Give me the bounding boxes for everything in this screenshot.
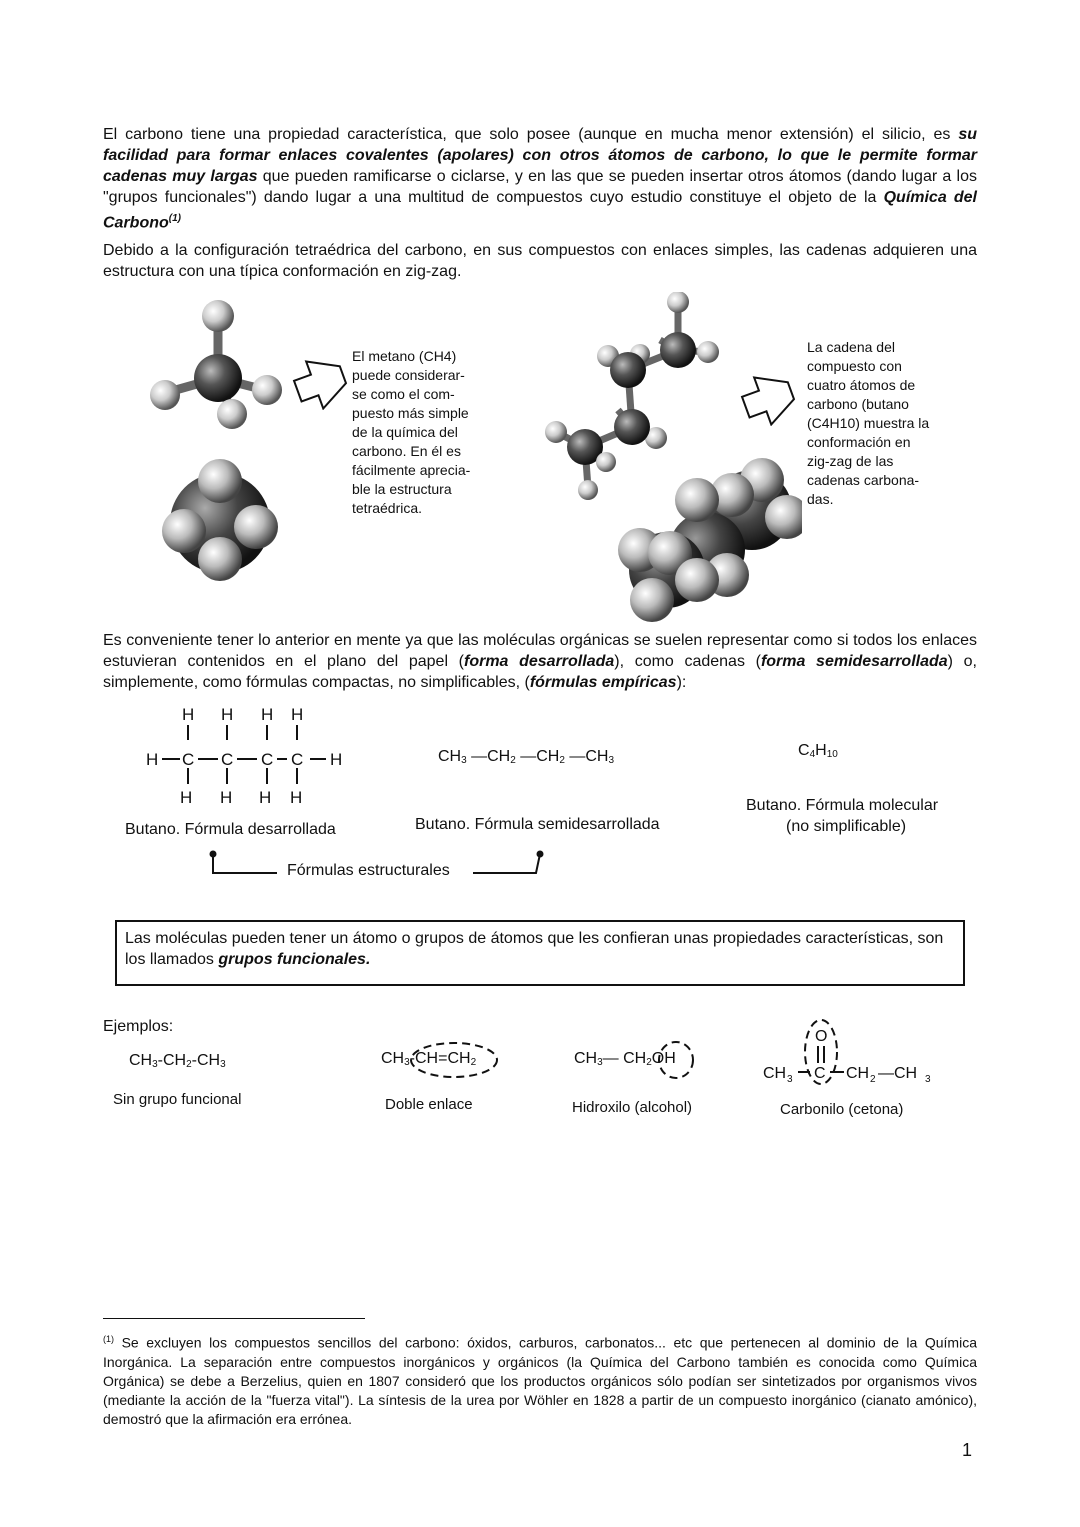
caption-line: ble la estructura [352, 481, 452, 497]
caption-line: carbono (butano [807, 396, 909, 412]
footnote-text: Se excluyen los compuestos sencillos del carbono: óxidos, carburos, carbonatos... etc que pertenecen al dominio de la Química Inorgánica. La separación entre compuestos inorgánicos y orgánicos (la Química del Carbono también es conocida como Química Orgánica) se debe a Berzelius, quien en 1807 consideró que los productos orgánicos sólo podían ser sintetizados por organismos vivos (mediante la acción de la "fuerza vital"). La síntesis de la urea por Wöhler en 1828 a partir de un compuesto inorgánico (cianato amónico), demostró que la afirmación era errónea. [103, 1334, 977, 1427]
svg-text:H: H [221, 705, 234, 724]
pointer-arrow-icon [740, 368, 796, 426]
caption-line: compuesto con [807, 358, 902, 374]
caption-line: fácilmente aprecia- [352, 462, 471, 478]
svg-text:H: H [259, 788, 272, 807]
examples-heading: Ejemplos: [103, 1018, 174, 1035]
svg-text:O: O [815, 1028, 828, 1045]
intro-paragraph-1 [103, 124, 977, 233]
footnote-mark: (1) [103, 1334, 114, 1344]
example-formula-alkane: $CH_3-CH_2-CH_3$ [129, 1052, 226, 1070]
caption-line: puede considerar- [352, 367, 465, 383]
rep-text-a: Es conveniente tener lo anterior en mente ya que las moléculas orgánicas se suelen representar como si todos los enlaces estuvieran contenidos en el plano del papel ( [103, 632, 977, 670]
svg-text:H: H [220, 788, 233, 807]
caption-line: puesto más simple [352, 405, 469, 421]
svg-text:H: H [146, 750, 159, 769]
caption-line: La cadena del [807, 339, 895, 355]
svg-text:H: H [330, 750, 343, 769]
methane-space-filling-image [158, 455, 283, 585]
page-number: 1 [962, 1440, 973, 1460]
caption-line: se como el com- [352, 386, 455, 402]
svg-text:C: C [814, 1065, 826, 1082]
butane-caption [807, 338, 929, 509]
intro-text-c: que pueden ramificarse o ciclarse, y en las que se pueden insertar otros átomos (dando lugar a los "grupos funcionales") dando lugar a una multitud de compuestos cuyo estudio constituye el objeto de la [103, 168, 977, 206]
caption-line: das. [807, 491, 834, 507]
intro-emphasis: su facilidad para formar enlaces covalentes (apolares) con otros átomos de carbono, lo que le permite formar cadenas muy largas [103, 126, 977, 185]
butane-molecular-formula: $C_4H_{10}$ [798, 742, 838, 760]
svg-text:—CH: —CH [878, 1065, 918, 1082]
svg-text:C: C [182, 750, 195, 769]
caption-line: cuatro átomos de [807, 377, 916, 393]
intro-quimica-carbono: Química del Carbono [103, 189, 978, 232]
example-formula-alcohol: $CH_3—$ $CH_2OH$ [574, 1050, 676, 1068]
methane-ball-stick-image [140, 298, 290, 438]
double-bond-highlight [408, 1038, 502, 1086]
pointer-arrow-icon [292, 352, 348, 410]
caption-line: de la química del [352, 424, 458, 440]
caption-line: conformación en [807, 434, 911, 450]
svg-text:H: H [291, 705, 304, 724]
footnote [103, 1330, 977, 1429]
rep-text-e: ) o, simplemente, como fórmulas compactas, no simplificables, ( [103, 653, 977, 691]
methane-caption [352, 347, 470, 518]
example-label: Hidroxilo (alcohol) [572, 1099, 693, 1116]
caption-line: carbono. En él es [352, 443, 461, 459]
rep-text-c: ), como cadenas ( [614, 653, 761, 670]
label-molecular: Butano. Fórmula molecular [746, 797, 939, 814]
rep-formulas-empiricas: fórmulas empíricas [529, 674, 677, 691]
svg-text:3: 3 [787, 1074, 793, 1085]
svg-text:CH: CH [763, 1065, 787, 1082]
label-desarrollada: Butano. Fórmula desarrollada [125, 821, 336, 838]
callout-emphasis: grupos funcionales. [218, 951, 371, 968]
caption-line: cadenas carbona- [807, 472, 920, 488]
butane-space-filling-image [612, 455, 802, 625]
svg-text:H: H [261, 705, 274, 724]
footnote-rule [103, 1318, 365, 1319]
example-formula-ketone [760, 1012, 940, 1092]
svg-text:H: H [182, 705, 195, 724]
butane-developed-formula [140, 700, 360, 812]
svg-text:C: C [221, 750, 234, 769]
svg-text:CH: CH [846, 1065, 870, 1082]
callout-text: Las moléculas pueden tener un átomo o grupos de átomos que les confieran unas propiedades características, son los llamados [125, 930, 944, 968]
svg-text:2: 2 [870, 1074, 876, 1085]
representation-paragraph [103, 630, 977, 693]
hydroxyl-highlight [656, 1038, 698, 1084]
rep-text-g: ): [676, 674, 687, 691]
label-estructurales: Fórmulas estructurales [287, 862, 450, 879]
intro-paragraph-2: Debido a la configuración tetraédrica del carbono, en sus compuestos con enlaces simples, las cadenas adquieren una estructura con una típica conformación en zig-zag. [103, 242, 977, 280]
example-formula-alkene: $CH_3-CH=CH_2$ [381, 1050, 477, 1068]
intro-text-a: El carbono tiene una propiedad característica, que solo posee (aunque en mucha menor extensión) el silicio, es [103, 126, 959, 143]
footnote-ref: (1) [168, 213, 182, 224]
caption-line: El metano (CH4) [352, 348, 457, 364]
svg-text:H: H [180, 788, 193, 807]
svg-text:C: C [261, 750, 274, 769]
functional-groups-callout [115, 920, 965, 986]
svg-text:H: H [290, 788, 303, 807]
svg-text:C: C [291, 750, 304, 769]
caption-line: tetraédrica. [352, 500, 423, 516]
svg-text:3: 3 [925, 1074, 931, 1085]
example-label: Sin grupo funcional [113, 1091, 242, 1108]
label-no-simplificable: (no simplificable) [786, 818, 907, 835]
butane-semi-formula: $CH_3$ $—CH_2$ $—CH_2$ $—CH_3$ [438, 748, 615, 766]
example-label: Doble enlace [385, 1096, 473, 1113]
example-label: Carbonilo (cetona) [780, 1101, 904, 1118]
caption-line: zig-zag de las [807, 453, 894, 469]
caption-line: (C4H10) muestra la [807, 415, 930, 431]
rep-forma-semidesarrollada: forma semidesarrollada [760, 653, 948, 670]
rep-forma-desarrollada: forma desarrollada [464, 653, 615, 670]
label-semidesarrollada: Butano. Fórmula semidesarrollada [415, 816, 660, 833]
